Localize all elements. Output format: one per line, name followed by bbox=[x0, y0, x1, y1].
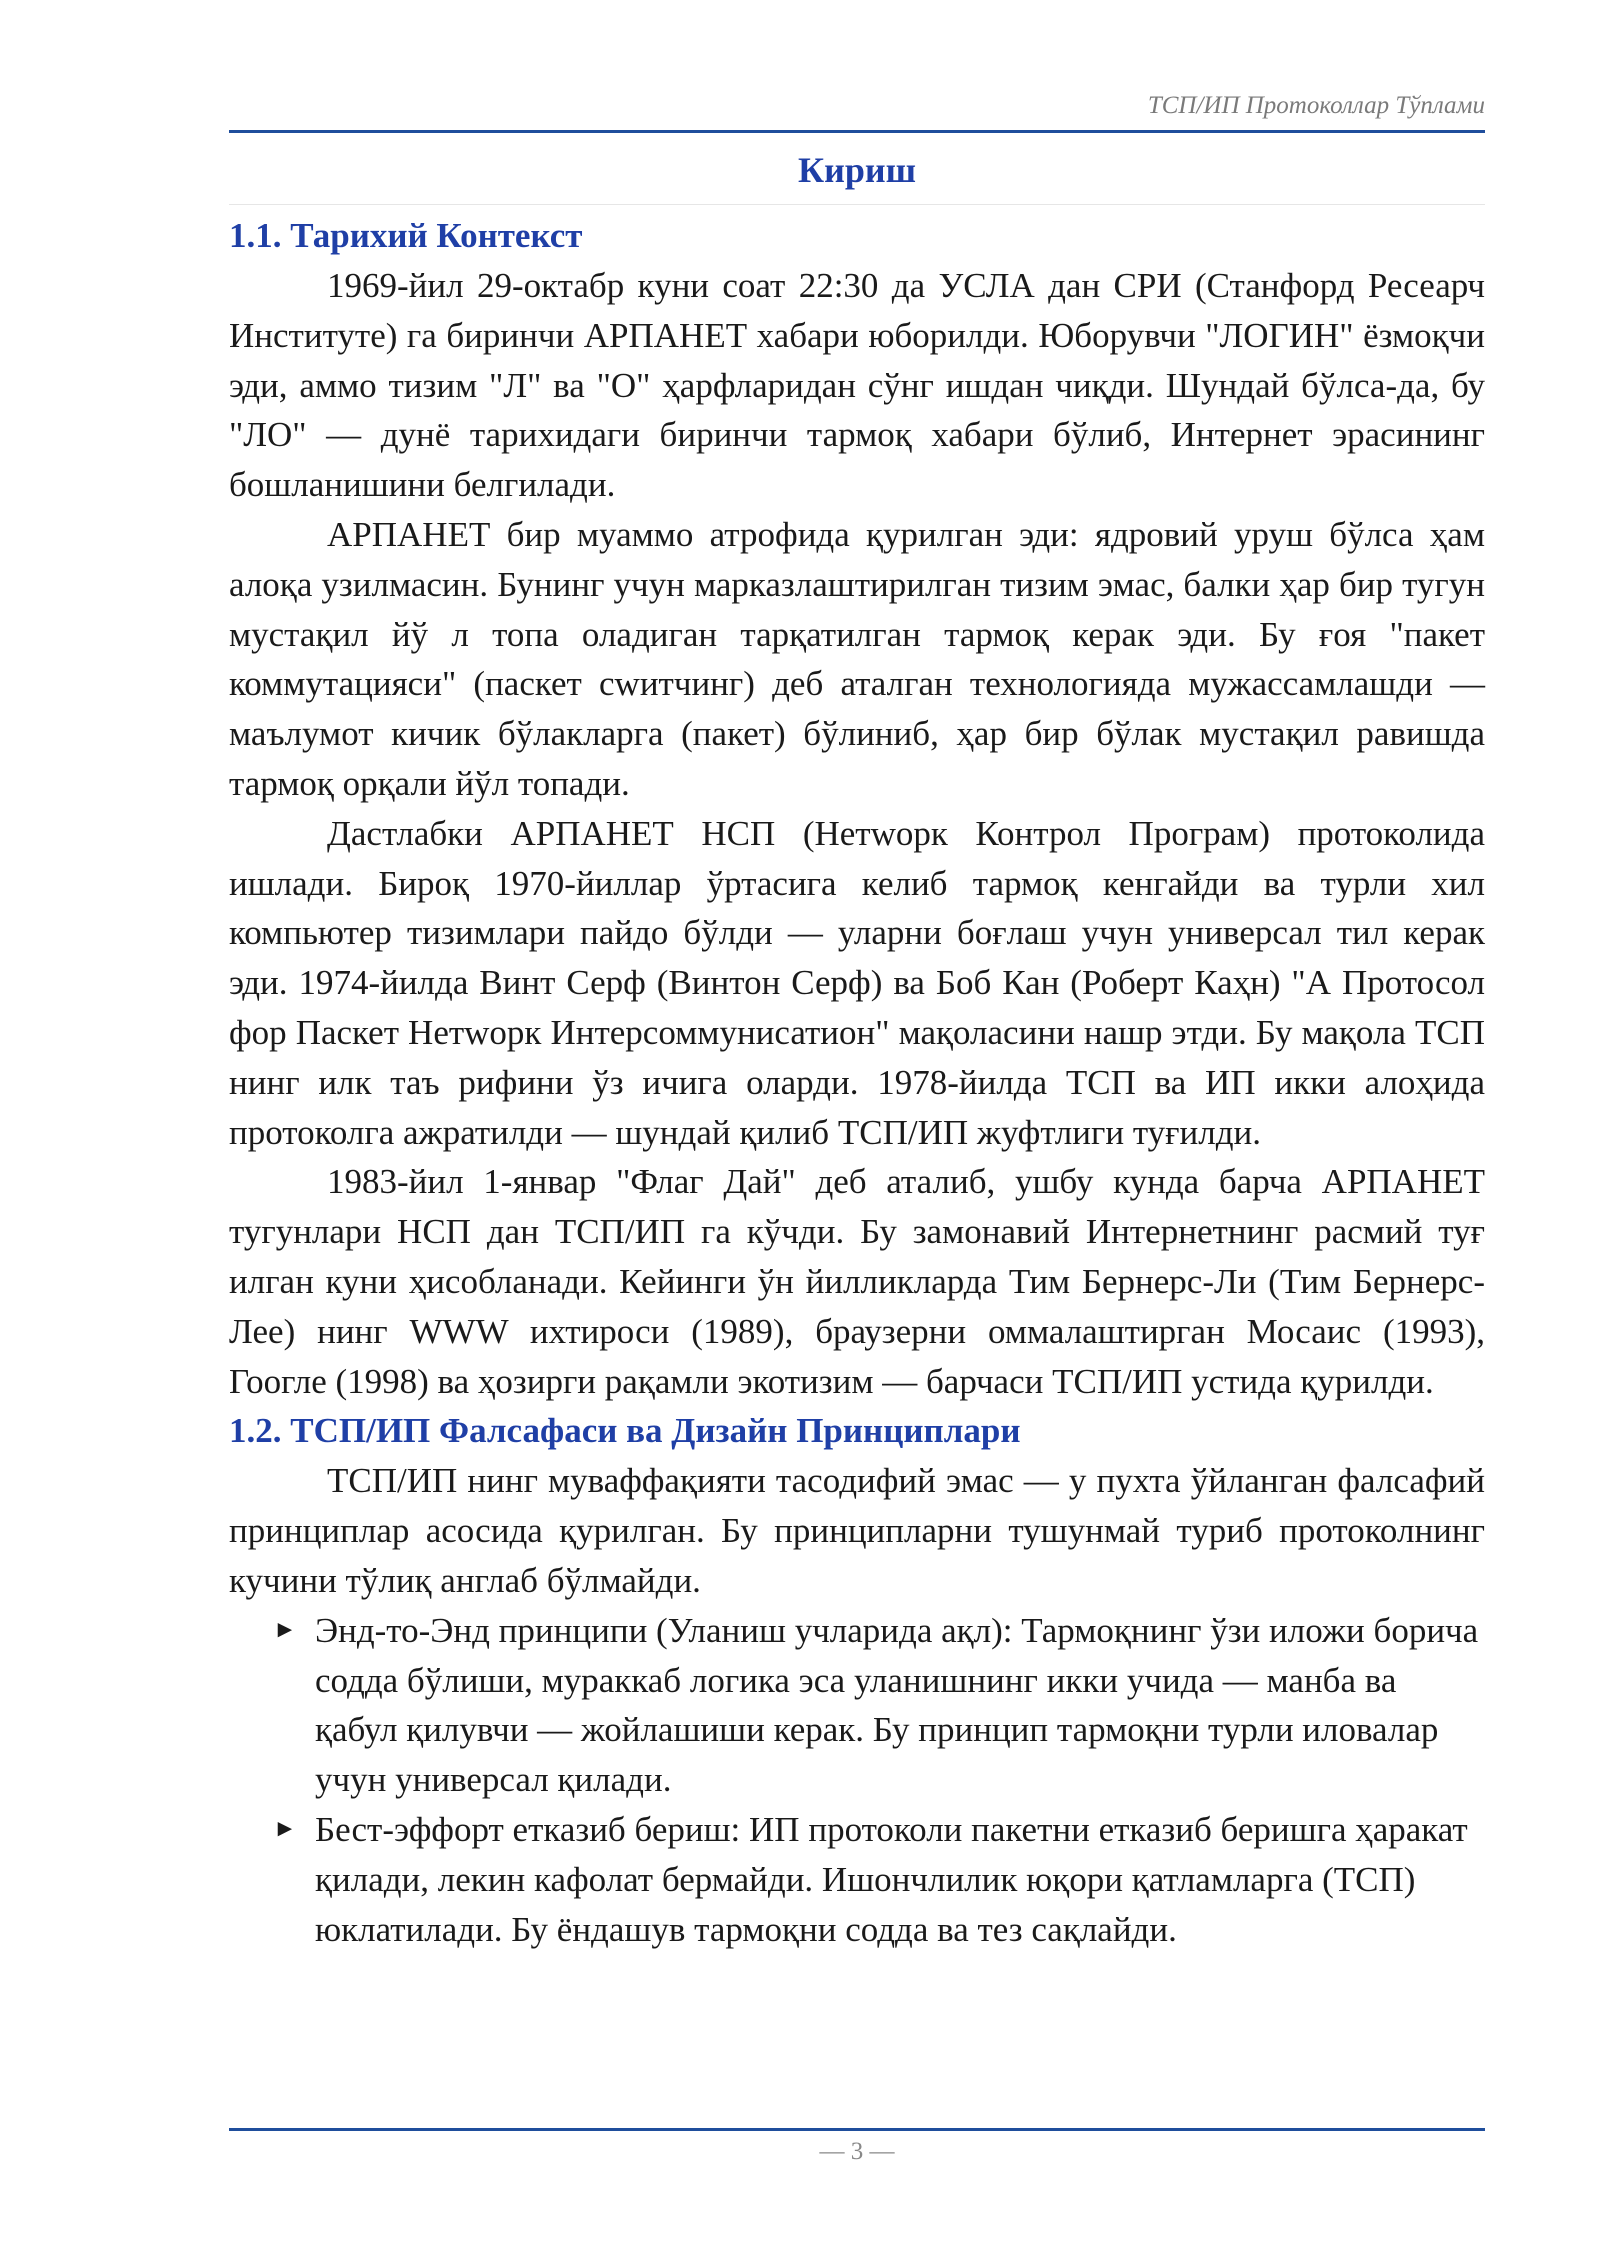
title-divider bbox=[229, 204, 1485, 205]
chapter-title: Кириш bbox=[797, 150, 916, 190]
paragraph: ТСП/ИП нинг муваффақияти тасодифий эмас — у пухта ўйланган фалсафий принциплар асосида қурилган. Бу принципларни тушунмай туриб протоколнинг кучини тўлиқ англаб бўлмайди. bbox=[229, 1461, 1485, 1600]
bullet-arrow-icon: ► bbox=[273, 1815, 297, 1842]
footer-rule bbox=[229, 2128, 1485, 2131]
paragraph: Дастлабки АРПАНЕТ НСП (Нетwорк Контрол Програм) протоколида ишлади. Бироқ 1970-йиллар ўртасига келиб тармоқ кенгайди ва турли хил компьютер тизимлари пайдо бўлди — уларни боғлаш учун универсал тил керак эди. 1974-йилда Винт Серф (Винтон Серф) ва Боб Кан (Роберт Каҳн) "А Протосол фор Паскет Нетwорк Интерсоммунисатион" мақоласини нашр этди. Бу мақола ТСП нинг илк таъ рифини ўз ичига оларди. 1978-йилда ТСП ва ИП икки алоҳида протоколга ажратилди — шундай қилиб ТСП/ИП жуфтлиги туғилди. bbox=[229, 813, 1485, 1152]
page-number: — 3 — bbox=[819, 2138, 895, 2165]
list-item-text: Бест-эффорт етказиб бериш: ИП протоколи пакетни етказиб беришга ҳаракат қилади, лекин кафолат бермайди. Ишончлилик юқори қатламларга (ТСП) юклатилади. Бу ёндашув тармоқни содда ва тез сақлайди. bbox=[315, 1809, 1468, 1949]
section-heading-design-principles: 1.2. ТСП/ИП Фалсафаси ва Дизайн Принциплари bbox=[229, 1411, 1021, 1451]
paragraph: 1969-йил 29-октабр куни соат 22:30 да УСЛА дан СРИ (Станфорд Ресеарч Институте) га биринчи АРПАНЕТ хабари юборилди. Юборувчи "ЛОГИН" ёзмоқчи эди, аммо тизим "Л" ва "О" ҳарфларидан сўнг ишдан чиқди. Шундай бўлса-да, бу "ЛО" — дунё тарихидаги биринчи тармоқ хабари бўлиб, Интернет эрасининг бошланишини белгилади. bbox=[229, 266, 1485, 505]
list-item bbox=[229, 1805, 1485, 1954]
paragraph: АРПАНЕТ бир муаммо атрофида қурилган эди: ядровий уруш бўлса ҳам алоқа узилмасин. Бунинг учун марказлаштирилган тизим эмас, балки ҳар бир тугун мустақил йў л топа оладиган тарқатилган тармоқ керак эди. Бу ғоя "пакет коммутацияси" (паскет сwитчинг) деб аталган технологияда мужассамлашди — маълумот кичик бўлакларга (пакет) бўлиниб, ҳар бир бўлак мустақил равишда тармоқ орқали йўл топади. bbox=[229, 514, 1485, 803]
paragraph: 1983-йил 1-январ "Флаг Дай" деб аталиб, ушбу кунда барча АРПАНЕТ тугунлари НСП дан ТСП/ИП га кўчди. Бу замонавий Интернетнинг расмий туғ илган куни ҳисобланади. Кейинги ўн йилликларда Тим Бернерс-Ли (Тим Бернерс-Лее) нинг WWW ихтироси (1989), браузерни оммалаштирган Мосаис (1993), Гоогле (1998) ва ҳозирги рақамли экотизим — барчаси ТСП/ИП устида қурилди. bbox=[229, 1162, 1485, 1401]
section-heading-historical-context: 1.1. Тарихий Контекст bbox=[229, 216, 583, 255]
bullet-arrow-icon: ► bbox=[273, 1616, 297, 1643]
header-rule bbox=[229, 130, 1485, 133]
page-body bbox=[229, 144, 1485, 1954]
list-item bbox=[229, 1606, 1485, 1805]
principles-list bbox=[229, 1606, 1485, 1955]
list-item-text: Энд-то-Энд принципи (Уланиш учларида ақл): Тармоқнинг ўзи иложи борича содда бўлиши, мураккаб логика эса уланишнинг икки учида — манба ва қабул қилувчи — жойлашиши керак. Бу принцип тармоқни турли иловалар учун универсал қилади. bbox=[315, 1610, 1479, 1800]
running-header: ТСП/ИП Протоколлар Тўплами bbox=[1147, 92, 1485, 119]
